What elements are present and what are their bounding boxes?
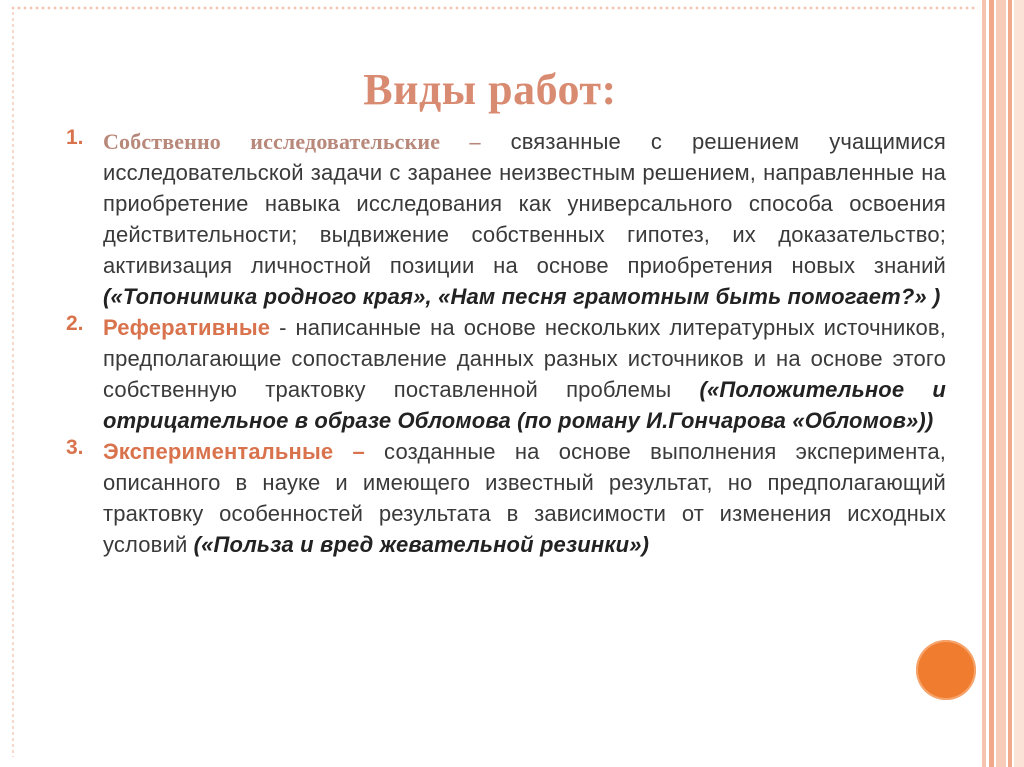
- item-paragraph: [103, 436, 946, 560]
- decorative-stripes: [982, 0, 1024, 767]
- item-text: созданные на основе выполнения эксперимента, описанного в науке и имеющего известный результат, но предполагающий трактовку особенностей результата в зависимости от изменения исходных условий: [103, 439, 946, 557]
- stripe: [1014, 0, 1024, 767]
- list-item: [66, 126, 946, 312]
- item-number: 1.: [66, 126, 84, 149]
- stripe: [1008, 0, 1012, 767]
- item-term: Реферативные: [103, 315, 271, 340]
- item-number: 2.: [66, 312, 84, 335]
- item-example: («Топонимика родного края», «Нам песня грамотным быть помогает?» ): [103, 284, 941, 309]
- work-types-list: [66, 126, 946, 560]
- left-border-line: [12, 12, 14, 757]
- item-example: («Положительное и отрицательное в образе Обломова (по роману И.Гончарова «Обломов»)): [103, 377, 947, 433]
- item-text: - написанные на основе нескольких литературных источников, предполагающие сопоставление данных разных источников и на основе этого собственную трактовку поставленной проблемы: [103, 315, 946, 402]
- item-example: («Польза и вред жевательной резинки»): [193, 532, 650, 557]
- item-term: Экспериментальные –: [103, 439, 365, 464]
- item-term: Собственно исследовательские –: [103, 129, 481, 154]
- item-number: 3.: [66, 436, 84, 459]
- list-item: [66, 312, 946, 436]
- stripe: [989, 0, 994, 767]
- item-text: связанные с решением учащимися исследовательской задачи с заранее неизвестным решением, направленные на приобретение навыка исследования как универсального способа освоения действительности; выдвижение собственных гипотез, их доказательство; активизация личностной позиции на основе приобретения новых знаний: [103, 129, 946, 278]
- stripe: [996, 0, 1006, 767]
- stripe: [982, 0, 986, 767]
- orange-circle-decoration: [916, 640, 976, 700]
- item-paragraph: [103, 312, 946, 436]
- slide-title: Виды работ:: [363, 65, 617, 114]
- top-dotted-border: [10, 6, 978, 10]
- item-paragraph: [103, 126, 946, 312]
- list-item: [66, 436, 946, 560]
